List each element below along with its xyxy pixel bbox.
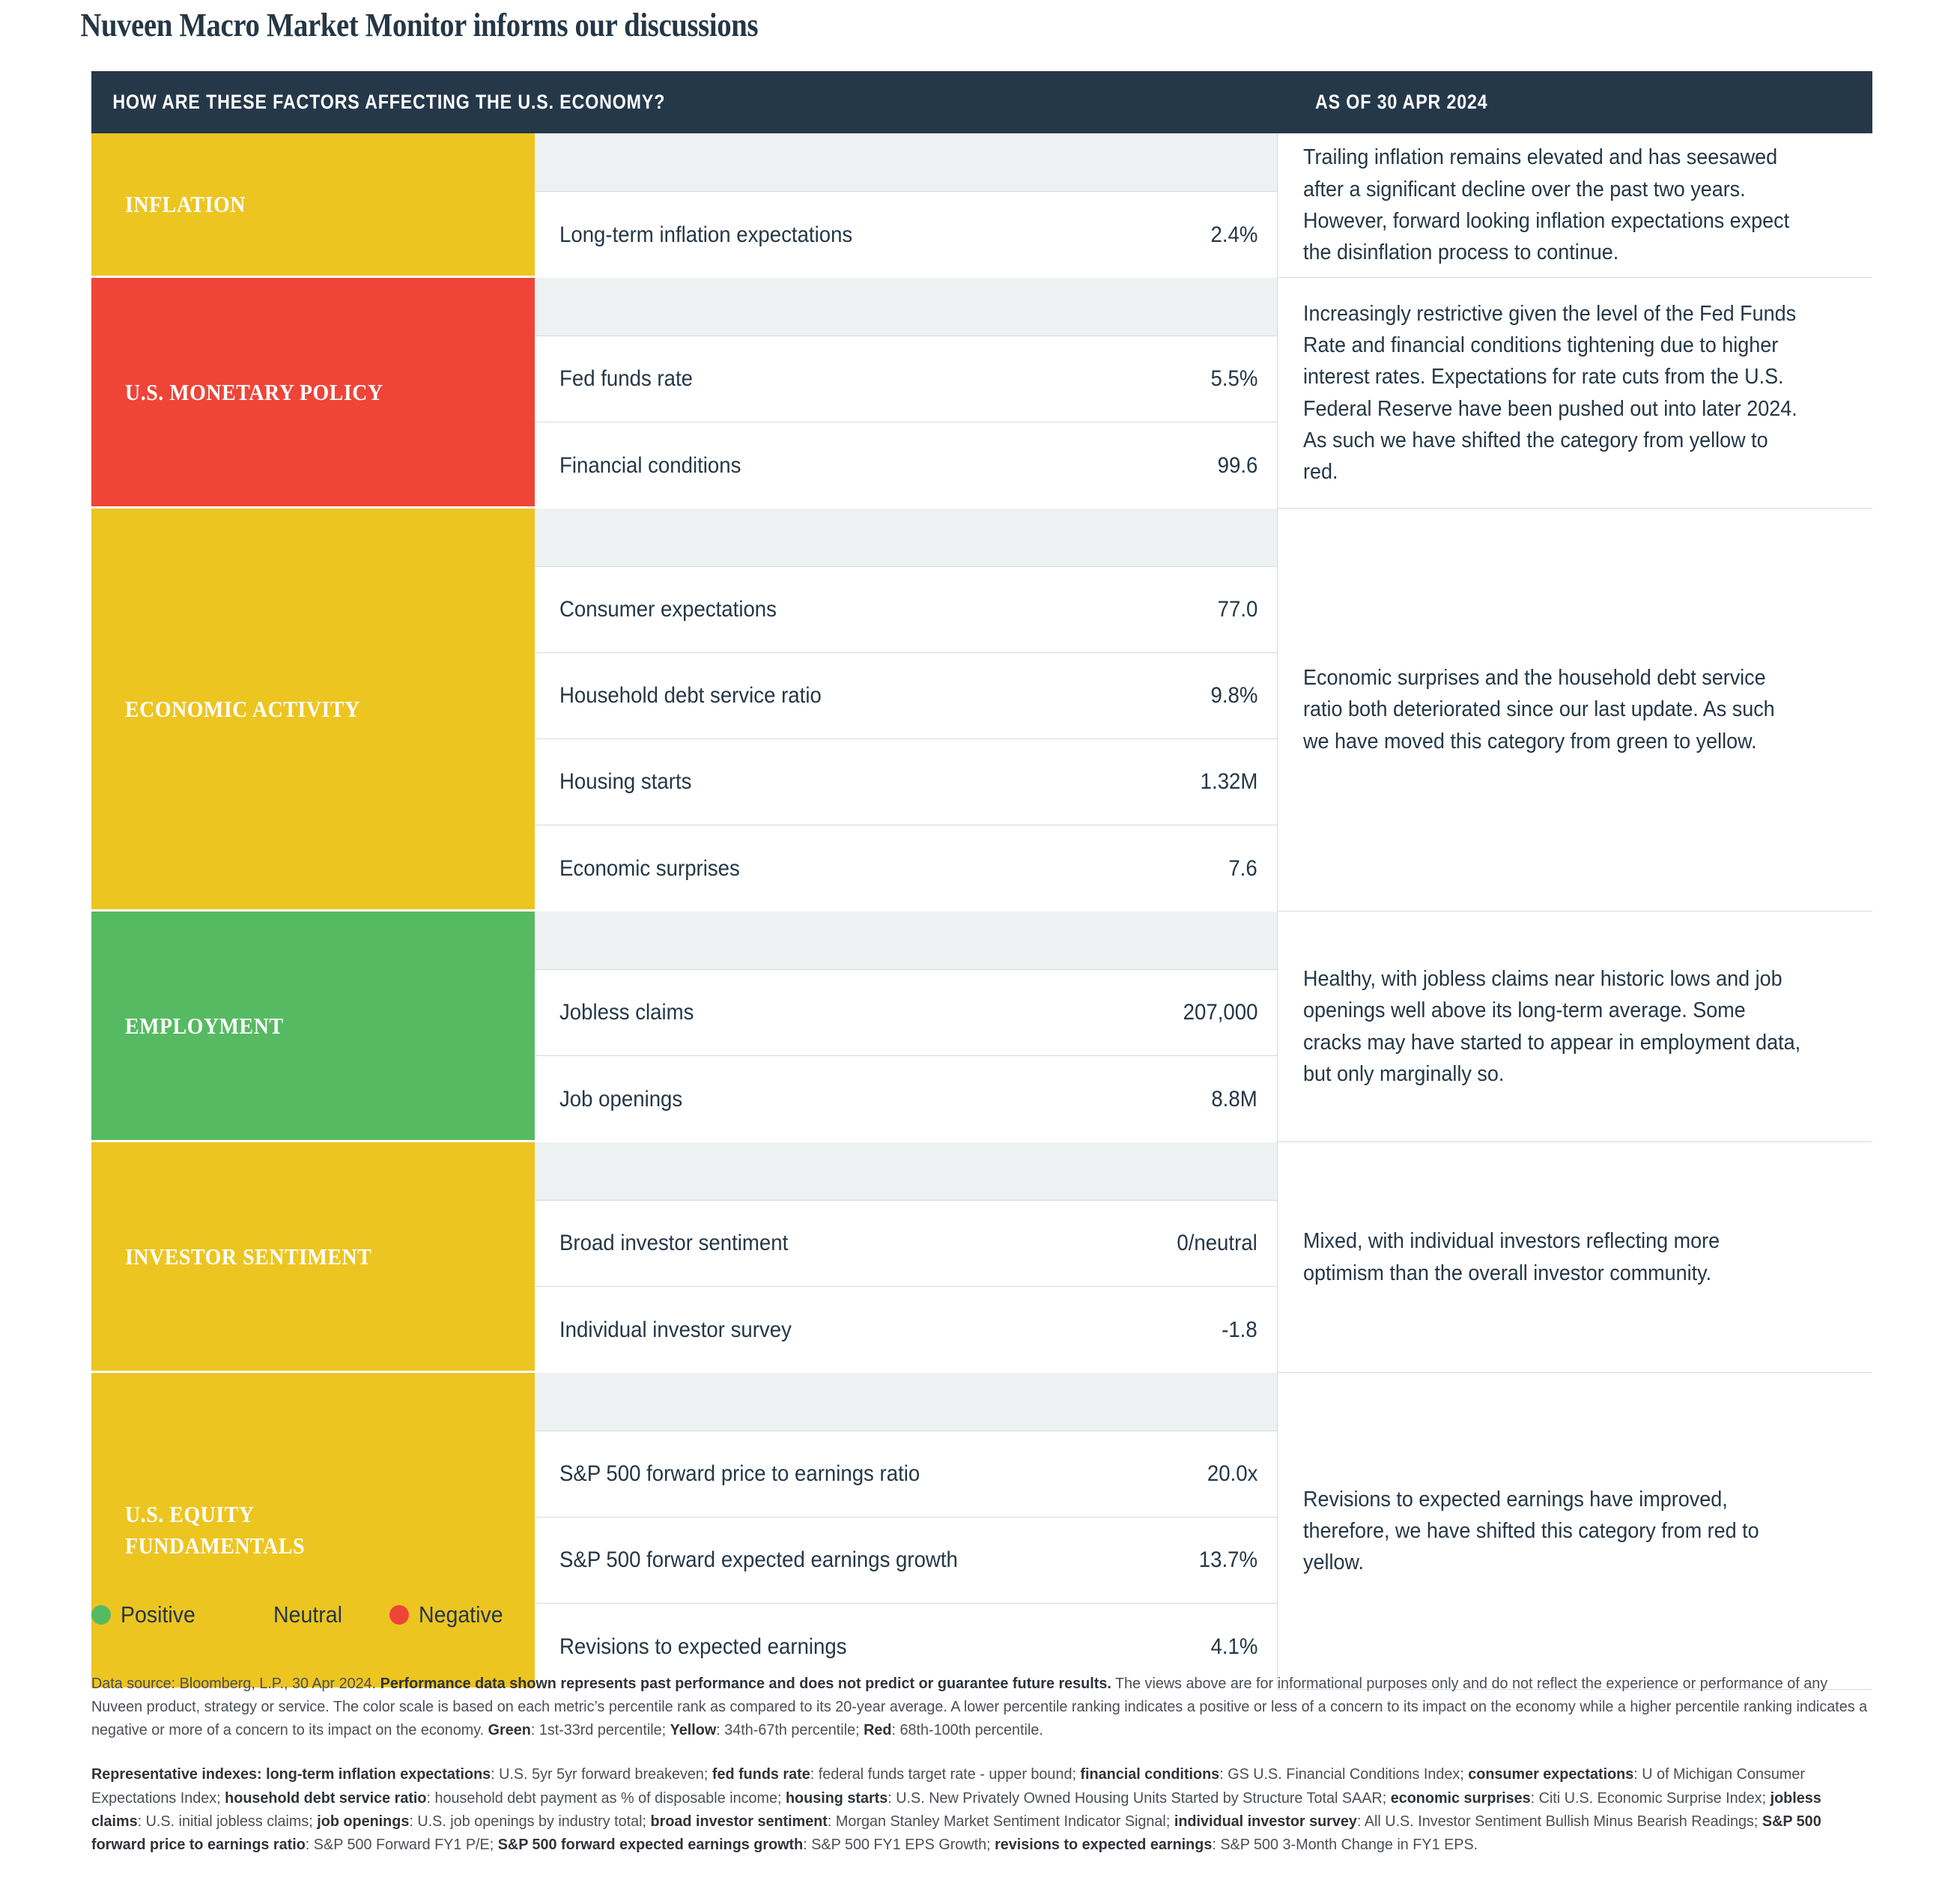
metric-name: Household debt service ratio xyxy=(559,683,822,708)
section-row xyxy=(91,133,1872,278)
metrics-spacer xyxy=(535,1373,1277,1431)
metric-value: 207,000 xyxy=(1183,1000,1257,1025)
commentary-cell xyxy=(1278,1373,1872,1690)
metric-row xyxy=(535,336,1277,422)
metric-name: Long-term inflation expectations xyxy=(559,222,853,247)
legend-label: Neutral xyxy=(273,1601,342,1628)
metric-row xyxy=(535,970,1277,1056)
table-header-row xyxy=(91,71,1872,133)
section-row xyxy=(91,912,1872,1142)
commentary-cell xyxy=(1278,133,1872,278)
commentary-text: Economic surprises and the household debt service ratio both deteriorated since our last update. As such we have moved this category from green to yellow. xyxy=(1303,666,1775,753)
category-label: U.S. EQUITY FUNDAMENTALS xyxy=(125,1501,306,1559)
metric-row xyxy=(535,739,1277,825)
metric-value: -1.8 xyxy=(1222,1317,1257,1342)
metrics-spacer xyxy=(535,1142,1277,1201)
table-body xyxy=(91,133,1872,1690)
commentary-text: Increasingly restrictive given the level of the Fed Funds Rate and financial conditions tightening due to higher interest rates. Expectations for rate cuts from the U.S. Federal Reserve have been pushed out into later 2024. As such we have shifted the category from yellow to red. xyxy=(1303,301,1797,485)
commentary-text: Mixed, with individual investors reflecting more optimism than the overall investor community. xyxy=(1303,1229,1720,1285)
metric-name: Financial conditions xyxy=(559,452,741,478)
legend-label: Positive xyxy=(121,1601,195,1628)
commentary-cell xyxy=(1278,1142,1872,1373)
category-cell-neutral xyxy=(91,1142,535,1373)
metrics-cell xyxy=(535,1142,1278,1373)
commentary-text: Trailing inflation remains elevated and has seesawed after a significant decline over the past two years. However, forward looking inflation expectations expect the disinflation process to continue. xyxy=(1303,145,1790,265)
metric-value: 20.0x xyxy=(1207,1461,1257,1486)
legend xyxy=(91,1601,511,1628)
commentary-cell xyxy=(1278,509,1872,912)
category-cell-negative xyxy=(91,278,535,509)
metrics-cell xyxy=(535,1373,1278,1690)
category-label: EMPLOYMENT xyxy=(125,1012,284,1039)
legend-item xyxy=(389,1601,510,1628)
table-header-question: HOW ARE THESE FACTORS AFFECTING THE U.S. ECONOMY? xyxy=(112,91,666,113)
metric-name: Housing starts xyxy=(559,769,692,794)
metrics-spacer xyxy=(535,912,1277,970)
metric-value: 9.8% xyxy=(1210,683,1257,708)
metric-name: Economic surprises xyxy=(559,855,740,881)
legend-label: Negative xyxy=(419,1601,504,1628)
legend-dot-icon xyxy=(91,1605,111,1625)
footnotes xyxy=(91,1672,1935,1877)
metric-row xyxy=(535,825,1277,912)
metric-name: Consumer expectations xyxy=(559,597,777,622)
monitor-table xyxy=(91,71,1872,1690)
category-cell-neutral xyxy=(91,133,535,278)
category-label: ECONOMIC ACTIVITY xyxy=(125,695,360,722)
category-label: INFLATION xyxy=(125,191,246,218)
category-cell-neutral xyxy=(91,509,535,912)
footnote-indexes: Representative indexes: long-term inflation expectations: U.S. 5yr 5yr forward breakeven; fed funds rate: federal funds target rate - upper bound; financial conditions: GS U.S. Financial Conditions Index; consumer expectations: U of Michigan Consumer Expectations Index; household debt service ratio: household debt payment as % of disposable income; housing starts: U.S. New Privately Owned Housing Units Started by Structure Total SAAR; economic surprises: Citi U.S. Economic Surprise Index; jobless claims: U.S. initial jobless claims; job openings: U.S. job openings by industry total; broad investor sentiment: Morgan Stanley Market Sentiment Indicator Signal; individual investor survey: All U.S. Investor Sentiment Bullish Minus Bearish Readings; S&P 500 forward price to earnings ratio: S&P 500 Forward FY1 P/E; S&P 500 forward expected earnings growth: S&P 500 FY1 EPS Growth; revisions to expected earnings: S&P 500 3-Month Change in FY1 EPS. xyxy=(91,1765,1821,1853)
metric-row xyxy=(535,422,1277,509)
legend-dot-icon xyxy=(244,1605,264,1625)
section-row xyxy=(91,278,1872,509)
metric-name: Revisions to expected earnings xyxy=(559,1634,847,1659)
metric-name: Jobless claims xyxy=(559,1000,694,1025)
metrics-cell xyxy=(535,509,1278,912)
metric-row xyxy=(535,192,1277,278)
metric-value: 99.6 xyxy=(1217,452,1257,478)
metric-row xyxy=(535,1517,1277,1604)
metrics-spacer xyxy=(535,133,1277,192)
legend-dot-icon xyxy=(389,1605,409,1625)
metric-value: 4.1% xyxy=(1210,1634,1257,1659)
commentary-cell xyxy=(1278,278,1872,509)
metric-value: 13.7% xyxy=(1198,1547,1257,1572)
page-title: Nuveen Macro Market Monitor informs our discussions xyxy=(80,7,759,43)
commentary-cell xyxy=(1278,912,1872,1142)
metric-value: 2.4% xyxy=(1210,222,1257,247)
metric-name: Fed funds rate xyxy=(559,366,693,391)
metric-row xyxy=(535,567,1277,653)
legend-item xyxy=(91,1601,202,1628)
metric-row xyxy=(535,1056,1277,1142)
footnote-source: Data source: Bloomberg, L.P., 30 Apr 2024. Performance data shown represents past performance and does not predict or guarantee future results. The views above are for informational purposes only and do not reflect the experience or performance of any Nuveen product, strategy or service. The color scale is based on each metric’s percentile rank as compared to its 20-year average. A lower percentile ranking indicates a positive or less of a concern to its impact on the economy while a higher percentile ranking indicates a negative or more of a concern to its impact on the economy. Green: 1st-33rd percentile; Yellow: 34th-67th percentile; Red: 68th-100th percentile. xyxy=(91,1675,1868,1739)
metric-value: 7.6 xyxy=(1228,855,1257,881)
metrics-spacer xyxy=(535,278,1277,336)
metric-name: Job openings xyxy=(559,1086,683,1112)
metric-name: S&P 500 forward expected earnings growth xyxy=(559,1547,958,1572)
table-header-asof: AS OF 30 APR 2024 xyxy=(1315,91,1488,113)
metric-value: 1.32M xyxy=(1200,769,1257,794)
section-row xyxy=(91,1142,1872,1373)
metrics-cell xyxy=(535,278,1278,509)
metric-row xyxy=(535,653,1277,739)
section-row xyxy=(91,1373,1872,1690)
metric-row xyxy=(535,1201,1277,1287)
metrics-spacer xyxy=(535,509,1277,567)
metric-row xyxy=(535,1287,1277,1373)
commentary-text: Healthy, with jobless claims near historic lows and job openings well above its long-term average. Some cracks may have started to appear in employment data, but only marginally so. xyxy=(1303,966,1801,1086)
commentary-text: Revisions to expected earnings have improved, therefore, we have shifted this category from red to yellow. xyxy=(1303,1487,1759,1575)
metrics-cell xyxy=(535,912,1278,1142)
section-row xyxy=(91,509,1872,912)
metric-value: 77.0 xyxy=(1217,597,1257,622)
category-label: U.S. MONETARY POLICY xyxy=(125,378,383,405)
metric-value: 0/neutral xyxy=(1177,1231,1257,1255)
metric-value: 8.8M xyxy=(1211,1086,1257,1112)
metric-name: S&P 500 forward price to earnings ratio xyxy=(559,1461,920,1486)
category-label: INVESTOR SENTIMENT xyxy=(125,1243,372,1270)
metric-name: Individual investor survey xyxy=(559,1317,792,1342)
legend-item xyxy=(244,1601,348,1628)
metrics-cell xyxy=(535,133,1278,278)
metric-value: 5.5% xyxy=(1210,366,1257,391)
category-cell-positive xyxy=(91,912,535,1142)
metric-row xyxy=(535,1431,1277,1517)
category-cell-neutral xyxy=(91,1373,535,1690)
metric-name: Broad investor sentiment xyxy=(559,1231,789,1255)
